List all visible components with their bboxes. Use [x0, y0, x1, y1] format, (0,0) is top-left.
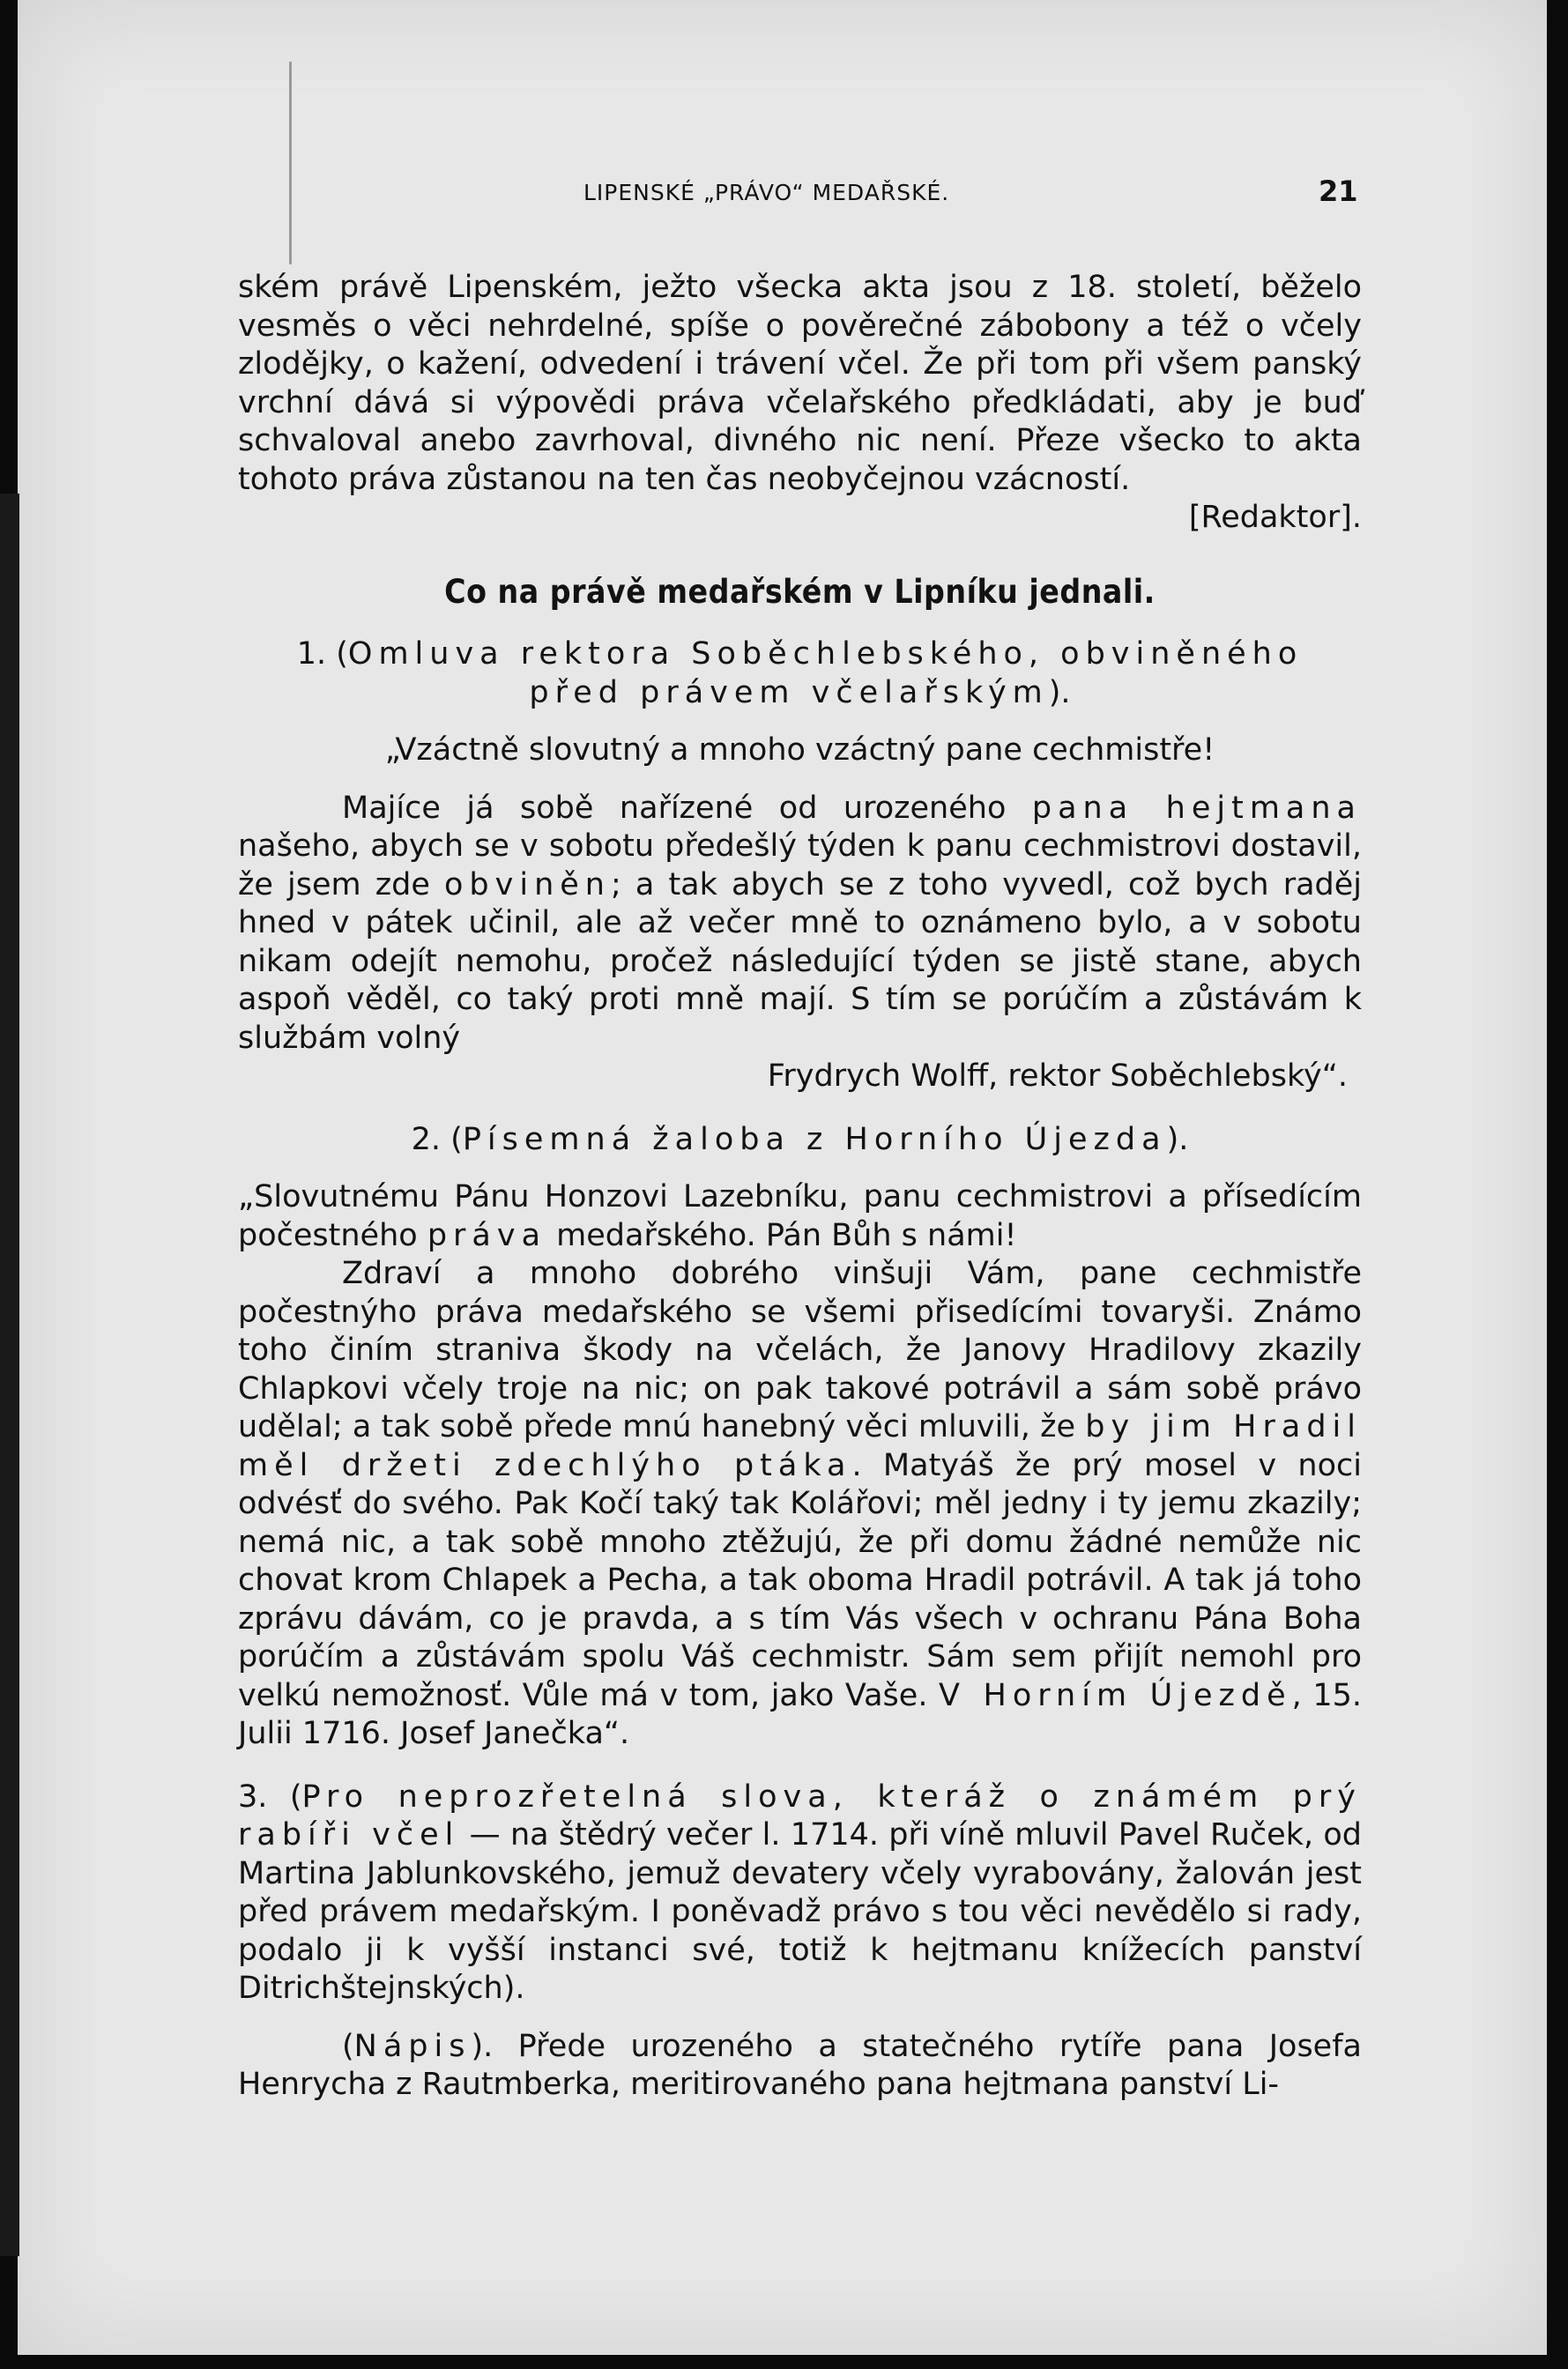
doc1-title-end: ).: [1048, 674, 1071, 710]
doc2-body-c: , 15. Julii 1716. Josef Janečka“.: [238, 1677, 1363, 1751]
doc2-emph-ujezd: V Horním Újezdě: [939, 1677, 1292, 1713]
doc1-body-b: našeho, abych se v sobotu předešlý týden k panu cechmistrovi dostavil, že jsem zde: [238, 828, 1362, 902]
section-heading: Co na právě medařském v Lipníku jednali.: [444, 572, 1156, 611]
doc2-emph-prava: práva: [427, 1217, 547, 1253]
doc2-title-end: ).: [1166, 1121, 1189, 1157]
doc1-emph-obvinen: obviněn: [444, 866, 611, 902]
doc1-title: [238, 635, 1362, 712]
doc2-title: [238, 1121, 1362, 1160]
intro-paragraph: [238, 269, 1362, 499]
editor-signature: [Redaktor].: [1188, 500, 1362, 535]
doc1-body-a: Majíce já sobě nařízené od urozeného: [342, 790, 1032, 826]
doc3-address: [238, 2028, 1362, 2105]
page-header: [0, 175, 1568, 217]
doc2-body-b: . Matyáš že prý mosel v noci odvésť do svého. Pak Kočí taký tak Kolářovi; měl jedny i ty jemu zkazily; nemá nic, a tak sobě mnoho ztěžujú, že při domu žádné nemůže nic chovat krom Chlapek a Pecha, a tak oboma Hradil potrávil. A tak já toho zprávu dávám, co je pravda, a s tím Vás všech v ochranu Pána Boha porúčím a zůstávám spolu Váš cechmistr. Sám sem přijít nemohl pro velkú nemožnosť. Vůle má v tom, jako Vaše.: [238, 1447, 1362, 1713]
doc1-title-line-2: před právem včelařským: [529, 674, 1049, 710]
doc2-salutation-end: medařského. Pán Bůh s námi!: [546, 1217, 1017, 1253]
doc1-signature: Frydrych Wolff, rektor Soběchlebský“.: [767, 1058, 1348, 1094]
page-body: [238, 269, 1362, 2105]
pencil-margin-mark: [289, 62, 292, 264]
editor-note: [238, 499, 1362, 538]
doc3-title-spaced: Pro neprozřetelná slova, kteráž o známém prý rabíři včel: [238, 1779, 1362, 1853]
doc1-body-c: ; a tak abych se z toho vyvedl, což bych raděj hned v pátek učinil, ale až večer mně to oznámeno bylo, a v sobotu nikam odejít nemohu, pročež následující týden se jistě stane, abych aspoň věděl, co taký proti mně mají. S tím se porúčím a zůstávám k službám volný: [238, 866, 1363, 1056]
page-number: 21: [1319, 175, 1358, 208]
doc1-body: [238, 790, 1362, 1058]
doc2-number: 2. (: [411, 1121, 463, 1157]
doc2-body-a: Zdraví a mnoho dobrého vinšuji Vám, pane cechmistře počestnýho práva medařského se všemi přisedícími tovaryši. Známo toho činím straniva škody na včelách, že Janovy Hradilovy zkazily Chlapkovi včely troje na nic; on pak takové potrávil a sám sobě právo udělal; a tak sobě přede mnú hanebný věci mluvili, že: [238, 1256, 1362, 1444]
doc1-title-line-1: Omluva rektora Soběchlebského, obviněného: [347, 636, 1304, 672]
doc1-salutation: „Vzáctně slovutný a mnoho vzáctný pane cechmistře!: [384, 732, 1215, 768]
intro-text: ském právě Lipenském, ježto všecka akta jsou z 18. století, běželo vesměs o věci nehrdelné, spíše o pověrečné zábobony a též o včely zlodějky, o kažení, odvedení i trávení včel. Že při tom při všem panský vrchní dává si výpovědi práva včelařského předkládati, aby je buď schvaloval anebo zavrhoval, divného nic není. Přeze všecko to akta tohoto práva zůstanou na ten čas neobyčejnou vzácností.: [238, 270, 1362, 497]
doc2-emph-ptaka: by jim Hradil měl držeti zdechlýho ptáka: [238, 1409, 1362, 1483]
doc2-salutation: [238, 1178, 1362, 1255]
binding-edge: [0, 494, 19, 2256]
doc2-body: [238, 1255, 1362, 1754]
doc2-salutation-a: „Slovutnému Pánu Honzovi Lazebníku, panu cechmistrovi a přísedícím počestného: [238, 1179, 1362, 1253]
doc1-number: 1. (: [296, 636, 348, 672]
doc3-address-text: ). Přede urozeného a statečného rytíře pana Josefa Henrycha z Rautmberka, meritirovaného pana hejtmana panství Li-: [238, 2028, 1362, 2102]
doc2-title-text: Písemná žaloba z Horního Újezda: [462, 1121, 1167, 1157]
running-title: LIPENSKÉ „PRÁVO“ MEDAŘSKÉ.: [583, 180, 950, 205]
doc3-emph-napis: Nápis: [353, 2028, 472, 2064]
doc3-title: [238, 1779, 1362, 2009]
doc3-title-text: — na štědrý večer l. 1714. při víně mluvil Pavel Ruček, od Martina Jablunkovského, jemuž devatery včely vyrabovány, žalován jest před právem medařským. I poněvadž právo s tou věci nevědělo si rady, podalo ji k vyšší instanci své, totiž k hejtmanu knížecích panství Ditrichštejnských).: [238, 1817, 1362, 2006]
doc3-number: 3. (: [238, 1779, 302, 1815]
doc3-address-open: (: [342, 2028, 354, 2064]
doc1-emph-hejtman: pana hejtmana: [1031, 790, 1362, 826]
